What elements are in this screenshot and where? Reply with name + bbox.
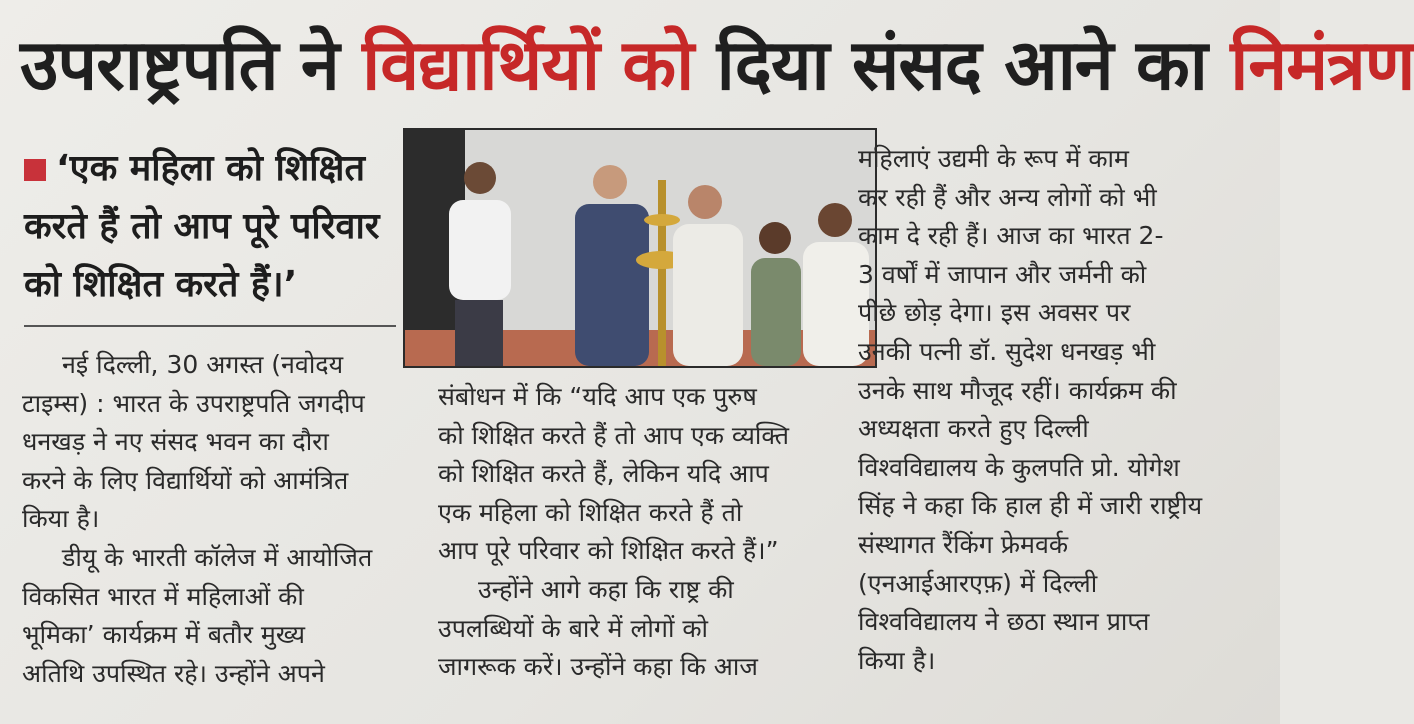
col1-line: डीयू के भारती कॉलेज में आयोजित <box>62 542 373 572</box>
col1-line: किया है। <box>22 504 100 534</box>
event-photo <box>403 128 877 368</box>
col3-line: उनके साथ मौजूद रहीं। कार्यक्रम की <box>858 375 1177 405</box>
article-column-3 <box>858 140 1238 680</box>
col2-line: को शिक्षित करते हैं, लेकिन यदि आप <box>438 459 769 489</box>
col2-line: संबोधन में कि “यदि आप एक पुरुष <box>438 382 757 411</box>
col3-line: कर रही हैं और अन्य लोगों को भी <box>858 182 1157 212</box>
col2-line: को शिक्षित करते हैं तो आप एक व्यक्ति <box>438 420 790 450</box>
col3-line: उनकी पत्नी डॉ. सुदेश धनखड़ भी <box>858 336 1156 366</box>
col1-line: भूमिका’ कार्यक्रम में बतौर मुख्य <box>22 620 305 650</box>
headline-part-3: दिया संसद आने का <box>693 24 1231 106</box>
col2-line: उपलब्धियों के बारे में लोगों को <box>438 613 709 643</box>
headline-part-1: उपराष्ट्रपति ने <box>20 24 363 106</box>
col3-line: महिलाएं उद्यमी के रूप में काम <box>858 144 1129 173</box>
bullet-square-icon <box>24 159 46 181</box>
col3-line: 3 वर्षों में जापान और जर्मनी को <box>858 259 1147 289</box>
col1-line: नई दिल्ली, 30 अगस्त (नवोदय <box>62 350 344 379</box>
event-photo-illustration <box>405 130 875 366</box>
col3-line: विश्वविद्यालय के कुलपति प्रो. योगेश <box>858 452 1180 482</box>
col3-line: पीछे छोड़ देगा। इस अवसर पर <box>858 298 1131 328</box>
col3-line: विश्वविद्यालय ने छठा स्थान प्राप्त <box>858 607 1150 637</box>
col1-line: विकसित भारत में महिलाओं की <box>22 581 304 611</box>
quote-line-1: ‘एक महिला को शिक्षित <box>56 148 365 189</box>
col2-line: जागरूक करें। उन्होंने कहा कि आज <box>438 652 758 682</box>
col3-line: काम दे रही हैं। आज का भारत 2- <box>858 221 1164 251</box>
highlight-quote <box>24 140 396 314</box>
col3-line: अध्यक्षता करते हुए दिल्ली <box>858 414 1089 444</box>
col3-line: (एनआईआरएफ़) में दिल्ली <box>858 568 1098 598</box>
quote-divider <box>24 325 396 327</box>
col1-line: टाइम्स) : भारत के उपराष्ट्रपति जगदीप <box>22 388 365 418</box>
article-column-2 <box>438 378 816 687</box>
quote-line-2: करते हैं तो आप पूरे परिवार <box>24 206 380 247</box>
col2-line: एक महिला को शिक्षित करते हैं तो <box>438 497 743 527</box>
col1-line: अतिथि उपस्थित रहे। उन्होंने अपने <box>22 658 325 688</box>
col1-line: धनखड़ ने नए संसद भवन का दौरा <box>22 427 329 457</box>
col3-line: किया है। <box>858 645 936 675</box>
col2-line: आप पूरे परिवार को शिक्षित करते हैं।” <box>438 536 779 566</box>
article-column-1 <box>22 346 398 693</box>
quote-line-3: को शिक्षित करते हैं।’ <box>24 264 298 305</box>
headline <box>20 10 1414 120</box>
headline-part-4: निमंत्रण <box>1230 24 1414 106</box>
headline-part-2: विद्यार्थियों को <box>362 24 694 106</box>
col2-line: उन्होंने आगे कहा कि राष्ट्र की <box>478 574 734 604</box>
col3-line: संस्थागत रैंकिंग फ्रेमवर्क <box>858 529 1069 559</box>
col1-line: करने के लिए विद्यार्थियों को आमंत्रित <box>22 465 349 495</box>
col3-line: सिंह ने कहा कि हाल ही में जारी राष्ट्रीय <box>858 491 1203 521</box>
